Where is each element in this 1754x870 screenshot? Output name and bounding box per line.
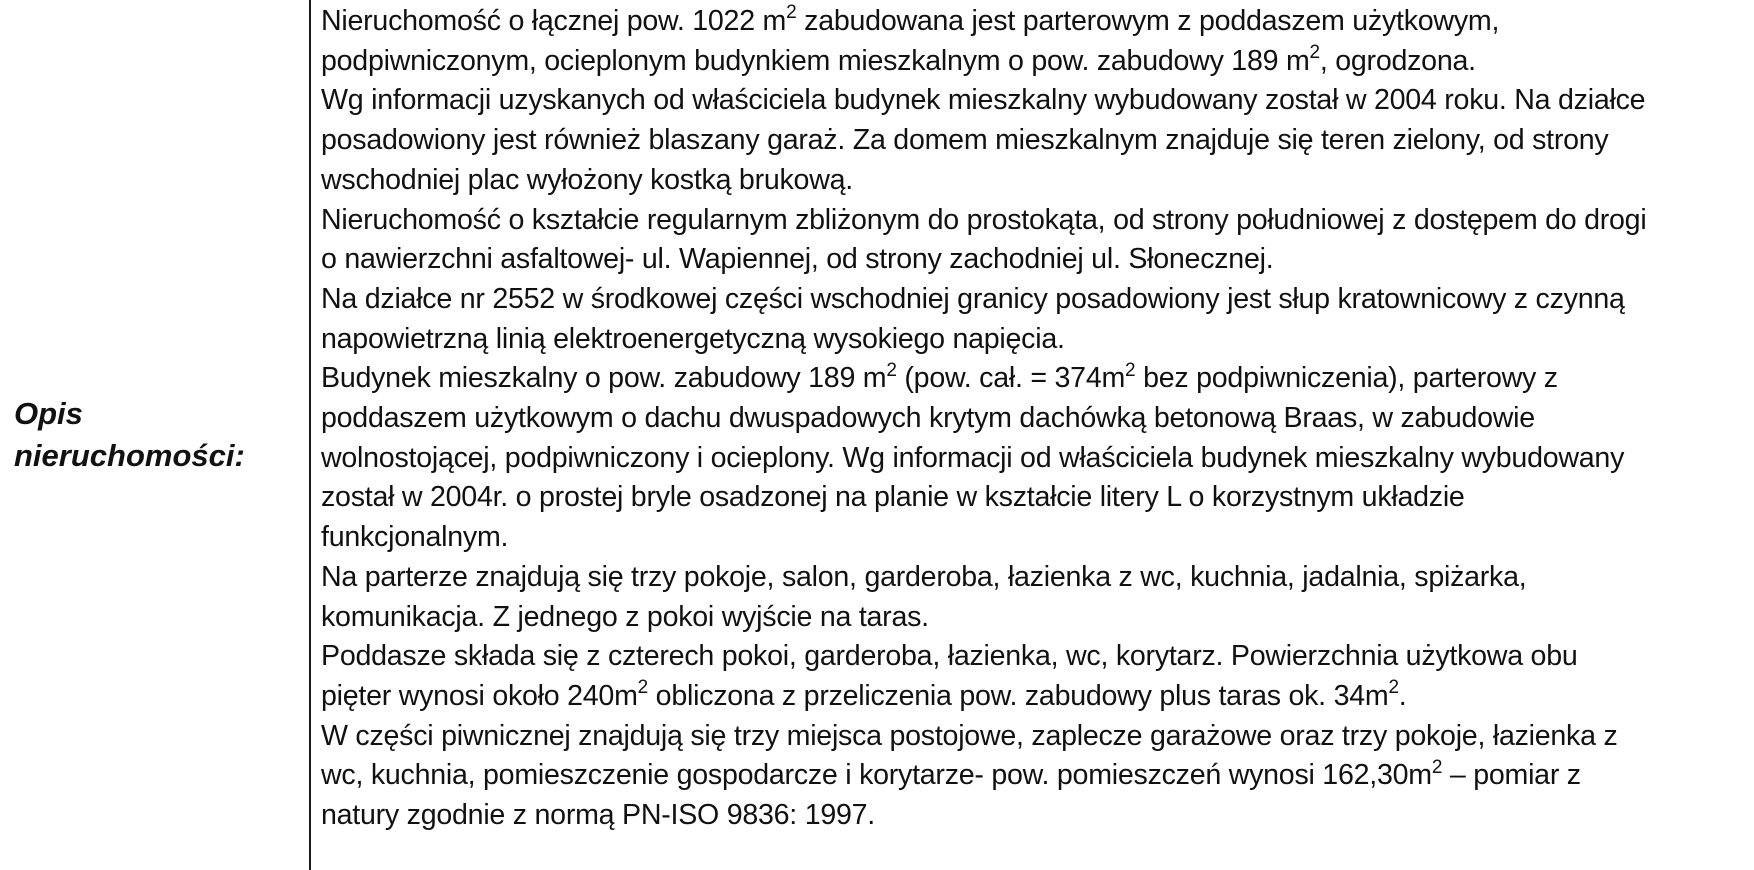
description-line: W części piwnicznej znajdują się trzy miejsca postojowe, zaplecze garażowe oraz trzy pokoje, łazienka z [321,719,1618,752]
description-line: Budynek mieszkalny o pow. zabudowy 189 $m^2$ (pow. cał. = $374m^2$ bez podpiwniczenia), parterowy z [321,359,1558,395]
superscript-squared: 2 [1125,359,1136,381]
superscript-squared: 2 [1309,42,1320,64]
description-line: napowietrzną linią elektroenergetyczną wysokiego napięcia. [321,322,1065,355]
description-cell [310,0,1754,870]
description-line: o nawierzchni asfaltowej- ul. Wapiennej, od strony zachodniej ul. Słonecznej. [321,243,1274,276]
description-line: Nieruchomość o łącznej pow. 1022 $m^2$ zabudowana jest parterowym z poddaszem użytkowym, [321,2,1500,37]
description-line: Wg informacji uzyskanych od właściciela budynek mieszkalny wybudowany został w 2004 roku. Na działce [321,84,1646,117]
superscript-squared: 2 [786,2,797,24]
superscript-squared: 2 [1388,677,1399,699]
superscript-squared: 2 [1431,756,1443,778]
description-line: Na parterze znajdują się trzy pokoje, salon, garderoba, łazienka z wc, kuchnia, jadalnia, spiżarka, [321,560,1527,593]
description-line: wolnostojącej, podpiwniczony i ocieplony. Wg informacji od właściciela budynek mieszkalny wybudowany [321,441,1625,474]
description-line: Poddasze składa się z czterech pokoi, garderoba, łazienka, wc, korytarz. Powierzchnia użytkowa obu [321,640,1578,673]
description-line: Na działce nr 2552 w środkowej części wschodniej granicy posadowiony jest słup kratownicowy z czynną [321,282,1625,315]
description-line: pięter wynosi około $240m^2$ obliczona z przeliczenia pow. zabudowy plus taras ok. $34m^2$. [321,677,1407,712]
description-line: komunikacja. Z jednego z pokoi wyjście na taras. [321,600,929,633]
description-line: funkcjonalnym. [321,521,509,554]
description-line: został w 2004r. o prostej bryle osadzonej na planie w kształcie litery L o korzystnym układzie [321,481,1465,514]
label-cell [0,0,310,870]
superscript-squared: 2 [637,677,648,699]
section-label: Opis nieruchomości: [14,396,245,473]
description-line: natury zgodnie z normą PN-ISO 9836: 1997. [321,799,876,832]
description-line: poddaszem użytkowym o dachu dwuspadowych krytym dachówką betonową Braas, w zabudowie [321,402,1535,435]
superscript-squared: 2 [886,359,897,381]
description-line: wc, kuchnia, pomieszczenie gospodarcze i korytarze- pow. pomieszczeń wynosi $162,30m^2$ – pomiar z [321,756,1581,792]
description-line: wschodniej plac wyłożony kostką brukową. [321,163,853,196]
description-line: Nieruchomość o kształcie regularnym zbliżonym do prostokąta, od strony południowej z dostępem do drogi [321,203,1647,236]
description-line: posadowiony jest również blaszany garaż. Za domem mieszkalnym znajduje się teren zielony, od strony [321,124,1609,157]
description-line: podpiwniczonym, ocieplonym budynkiem mieszkalnym o pow. zabudowy 189 $m^2$, ogrodzona. [321,42,1476,77]
